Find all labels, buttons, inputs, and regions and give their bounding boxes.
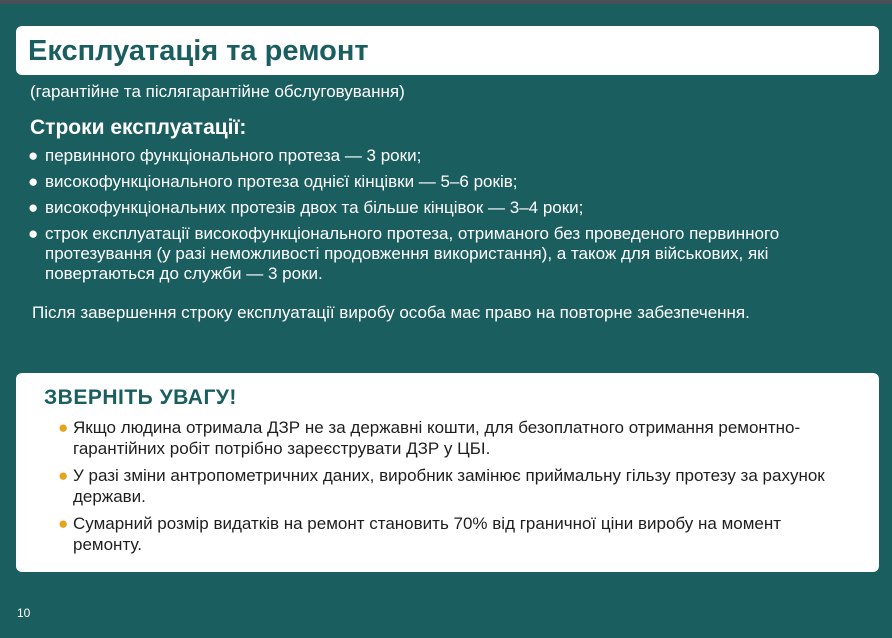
list-item xyxy=(28,224,868,284)
list-item xyxy=(28,198,868,218)
list-item-text: строк експлуатації високофункціонального протеза, отриманого без проведеного первинного протезування (у разі неможливості продовження використання), а також для військових, які повертаються до служби — 3 роки. xyxy=(45,224,780,283)
list-item-text: Сумарний розмір видатків на ремонт становить 70% від граничної ціни виробу на момент ремонту. xyxy=(73,514,782,554)
page-title: Експлуатація та ремонт xyxy=(28,35,369,67)
section-heading: Строки експлуатації: xyxy=(30,116,247,139)
top-divider xyxy=(0,0,892,4)
list-item xyxy=(28,146,868,166)
list-item xyxy=(58,465,848,507)
bullet-icon: ● xyxy=(58,466,69,485)
attention-list xyxy=(58,417,848,561)
title-banner xyxy=(16,26,879,75)
service-life-list xyxy=(28,146,868,290)
bullet-icon: ● xyxy=(28,224,39,243)
bullet-icon: ● xyxy=(28,146,39,165)
list-item-text: первинного функціонального протеза — 3 роки; xyxy=(45,146,422,165)
bullet-icon: ● xyxy=(28,172,39,191)
bullet-icon: ● xyxy=(58,418,69,437)
repeat-provision-note: Після завершення строку експлуатації виробу особа має право на повторне забезпечення. xyxy=(32,303,750,322)
list-item xyxy=(28,172,868,192)
list-item xyxy=(58,513,848,555)
list-item-text: Якщо людина отримала ДЗР не за державні кошти, для безоплатного отримання ремонтно-гарантійних робіт потрібно зареєструвати ДЗР у ЦБІ. xyxy=(73,418,801,458)
list-item-text: високофункціонального протеза однієї кінцівки — 5–6 років; xyxy=(45,172,518,191)
list-item xyxy=(58,417,848,459)
bullet-icon: ● xyxy=(28,198,39,217)
attention-heading: ЗВЕРНІТЬ УВАГУ! xyxy=(44,386,237,409)
bullet-icon: ● xyxy=(58,514,69,533)
page-subtitle: (гарантійне та післягарантійне обслуговування) xyxy=(30,82,405,101)
page-number: 10 xyxy=(17,606,31,620)
list-item-text: У разі зміни антропометричних даних, виробник замінює приймальну гільзу протезу за рахунок держави. xyxy=(73,466,825,506)
attention-panel xyxy=(16,373,879,572)
list-item-text: високофункціональних протезів двох та більше кінцівок — 3–4 роки; xyxy=(45,198,584,217)
